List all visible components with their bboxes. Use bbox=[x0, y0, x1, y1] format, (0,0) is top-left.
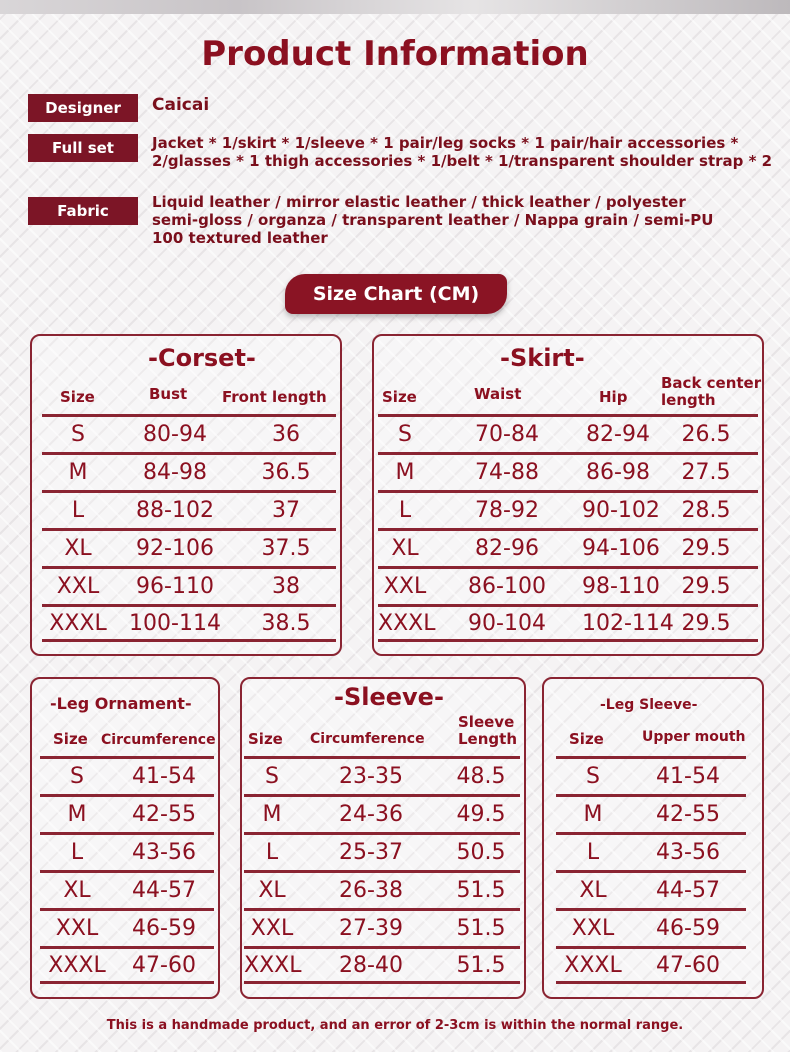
corset-header-bust: Bust bbox=[149, 385, 188, 403]
leg-sleeve-title: -Leg Sleeve- bbox=[600, 697, 698, 713]
fabric-line: 100 textured leather bbox=[152, 229, 328, 247]
fabric-line: Liquid leather / mirror elastic leather / thick leather / polyester bbox=[152, 193, 686, 211]
skirt-table bbox=[378, 414, 758, 642]
skirt-row bbox=[378, 490, 758, 528]
measurement-cell: 82-96 bbox=[475, 536, 539, 561]
measurement-cell: 46-59 bbox=[656, 916, 720, 941]
size-cell: XXL bbox=[571, 916, 615, 941]
skirt-row bbox=[378, 604, 758, 642]
corset-header-front-length: Front length bbox=[222, 388, 327, 406]
designer-value: Caicai bbox=[152, 95, 210, 115]
sleeve-header-size: Size bbox=[248, 730, 283, 748]
size-cell: S bbox=[265, 764, 279, 789]
measurement-cell: 29.5 bbox=[681, 536, 731, 561]
measurement-cell: 100-114 bbox=[129, 610, 221, 636]
measurement-cell: 70-84 bbox=[475, 422, 539, 447]
measurement-cell: 29.5 bbox=[681, 574, 731, 599]
top-photo-strip bbox=[0, 0, 790, 14]
size-cell: M bbox=[68, 460, 88, 485]
size-cell: M bbox=[262, 802, 282, 827]
measurement-cell: 27.5 bbox=[681, 460, 731, 485]
fabric-label: Fabric bbox=[28, 197, 138, 225]
sleeve-row bbox=[244, 870, 520, 908]
sleeve-row bbox=[244, 946, 520, 984]
skirt-title: -Skirt- bbox=[500, 344, 585, 372]
measurement-cell: 36 bbox=[272, 422, 300, 447]
measurement-cell: 25-37 bbox=[339, 840, 403, 865]
measurement-cell: 48.5 bbox=[456, 764, 506, 789]
skirt-header-waist: Waist bbox=[474, 385, 522, 403]
leg-sleeve-header-size: Size bbox=[569, 730, 604, 748]
measurement-cell: 90-102 bbox=[582, 498, 660, 523]
measurement-cell: 102-114 bbox=[582, 610, 674, 636]
measurement-cell: 41-54 bbox=[132, 764, 196, 789]
leg-ornament-header-size: Size bbox=[53, 730, 88, 748]
skirt-header-back-center-line1: Back center bbox=[661, 374, 762, 392]
measurement-cell: 41-54 bbox=[656, 764, 720, 789]
corset-row bbox=[42, 452, 336, 490]
leg-sleeve-row bbox=[556, 832, 746, 870]
measurement-cell: 84-98 bbox=[143, 460, 207, 485]
leg-ornament-row bbox=[40, 870, 214, 908]
sleeve-header-circumference: Circumference bbox=[310, 731, 425, 747]
size-cell: XXL bbox=[383, 574, 427, 599]
sleeve-title: -Sleeve- bbox=[334, 683, 444, 711]
measurement-cell: 27-39 bbox=[339, 916, 403, 941]
leg-ornament-row bbox=[40, 756, 214, 794]
measurement-cell: 44-57 bbox=[132, 878, 196, 903]
corset-row bbox=[42, 490, 336, 528]
measurement-cell: 24-36 bbox=[339, 802, 403, 827]
leg-sleeve-row bbox=[556, 946, 746, 984]
size-cell: S bbox=[70, 764, 84, 789]
size-cell: XL bbox=[63, 878, 91, 903]
leg-sleeve-table bbox=[556, 756, 746, 984]
size-cell: XL bbox=[391, 536, 419, 561]
size-cell: L bbox=[586, 840, 600, 865]
measurement-cell: 26.5 bbox=[681, 422, 731, 447]
measurement-cell: 43-56 bbox=[132, 840, 196, 865]
size-cell: L bbox=[398, 498, 412, 523]
measurement-cell: 43-56 bbox=[656, 840, 720, 865]
size-cell: L bbox=[71, 498, 85, 523]
size-cell: XL bbox=[64, 536, 92, 561]
size-cell: XXL bbox=[250, 916, 294, 941]
size-cell: S bbox=[71, 422, 85, 447]
corset-row bbox=[42, 566, 336, 604]
measurement-cell: 37 bbox=[272, 498, 300, 523]
size-cell: M bbox=[395, 460, 415, 485]
footer-note: This is a handmade product, and an error of 2-3cm is within the normal range. bbox=[106, 1018, 684, 1033]
size-cell: XL bbox=[579, 878, 607, 903]
leg-ornament-header-circumference: Circumference bbox=[101, 732, 216, 748]
size-cell: XL bbox=[258, 878, 286, 903]
size-cell: S bbox=[398, 422, 412, 447]
measurement-cell: 23-35 bbox=[339, 764, 403, 789]
measurement-cell: 51.5 bbox=[456, 952, 506, 978]
size-cell: L bbox=[265, 840, 279, 865]
full-set-line: 2/glasses * 1 thigh accessories * 1/belt * 1/transparent shoulder strap * 2 bbox=[152, 152, 773, 170]
leg-ornament-title: -Leg Ornament- bbox=[50, 694, 192, 713]
measurement-cell: 86-98 bbox=[586, 460, 650, 485]
measurement-cell: 46-59 bbox=[132, 916, 196, 941]
leg-ornament-row bbox=[40, 908, 214, 946]
measurement-cell: 37.5 bbox=[261, 536, 311, 561]
size-cell: XXXL bbox=[244, 952, 302, 978]
skirt-row bbox=[378, 414, 758, 452]
size-cell: S bbox=[586, 764, 600, 789]
measurement-cell: 36.5 bbox=[261, 460, 311, 485]
skirt-row bbox=[378, 528, 758, 566]
sleeve-row bbox=[244, 794, 520, 832]
measurement-cell: 82-94 bbox=[586, 422, 650, 447]
measurement-cell: 80-94 bbox=[143, 422, 207, 447]
sleeve-table bbox=[244, 756, 520, 984]
measurement-cell: 28-40 bbox=[339, 952, 403, 978]
size-cell: XXL bbox=[55, 916, 99, 941]
full-set-label: Full set bbox=[28, 134, 138, 162]
measurement-cell: 74-88 bbox=[475, 460, 539, 485]
measurement-cell: 90-104 bbox=[468, 610, 546, 636]
corset-row bbox=[42, 528, 336, 566]
skirt-header-back-center bbox=[661, 375, 761, 409]
full-set-value bbox=[152, 134, 772, 170]
sleeve-row bbox=[244, 756, 520, 794]
measurement-cell: 38.5 bbox=[261, 610, 311, 636]
measurement-cell: 88-102 bbox=[136, 498, 214, 523]
measurement-cell: 47-60 bbox=[132, 952, 196, 978]
skirt-header-back-center-line2: length bbox=[661, 391, 716, 409]
size-cell: XXXL bbox=[564, 952, 622, 978]
corset-row bbox=[42, 604, 336, 642]
measurement-cell: 28.5 bbox=[681, 498, 731, 523]
sleeve-header-length-line1: Sleeve bbox=[458, 713, 515, 731]
fabric-line: semi-gloss / organza / transparent leather / Nappa grain / semi-PU bbox=[152, 211, 714, 229]
skirt-header-hip: Hip bbox=[599, 388, 628, 406]
measurement-cell: 96-110 bbox=[136, 574, 214, 599]
corset-title: -Corset- bbox=[148, 344, 256, 372]
measurement-cell: 51.5 bbox=[456, 878, 506, 903]
size-cell: XXXL bbox=[48, 952, 106, 978]
measurement-cell: 38 bbox=[272, 574, 300, 599]
measurement-cell: 94-106 bbox=[582, 536, 660, 561]
measurement-cell: 98-110 bbox=[582, 574, 660, 599]
leg-ornament-table bbox=[40, 756, 214, 984]
skirt-row bbox=[378, 566, 758, 604]
sleeve-row bbox=[244, 908, 520, 946]
full-set-line: Jacket * 1/skirt * 1/sleeve * 1 pair/leg socks * 1 pair/hair accessories * bbox=[152, 134, 739, 152]
leg-ornament-row bbox=[40, 946, 214, 984]
size-cell: XXXL bbox=[49, 610, 107, 636]
measurement-cell: 42-55 bbox=[656, 802, 720, 827]
size-cell: XXL bbox=[56, 574, 100, 599]
page-title: Product Information bbox=[201, 34, 589, 74]
leg-sleeve-row bbox=[556, 870, 746, 908]
skirt-row bbox=[378, 452, 758, 490]
size-cell: XXXL bbox=[378, 610, 436, 636]
fabric-value bbox=[152, 193, 713, 247]
leg-sleeve-row bbox=[556, 794, 746, 832]
corset-row bbox=[42, 414, 336, 452]
sleeve-row bbox=[244, 832, 520, 870]
measurement-cell: 50.5 bbox=[456, 840, 506, 865]
leg-ornament-row bbox=[40, 794, 214, 832]
leg-sleeve-row bbox=[556, 756, 746, 794]
corset-table bbox=[42, 414, 336, 642]
measurement-cell: 47-60 bbox=[656, 952, 720, 978]
measurement-cell: 44-57 bbox=[656, 878, 720, 903]
size-cell: M bbox=[67, 802, 87, 827]
leg-sleeve-row bbox=[556, 908, 746, 946]
measurement-cell: 78-92 bbox=[475, 498, 539, 523]
measurement-cell: 92-106 bbox=[136, 536, 214, 561]
measurement-cell: 86-100 bbox=[468, 574, 546, 599]
corset-header-size: Size bbox=[60, 388, 95, 406]
size-cell: M bbox=[583, 802, 603, 827]
measurement-cell: 29.5 bbox=[681, 610, 731, 636]
measurement-cell: 42-55 bbox=[132, 802, 196, 827]
leg-sleeve-header-upper-mouth: Upper mouth bbox=[642, 729, 746, 745]
leg-ornament-row bbox=[40, 832, 214, 870]
size-chart-badge: Size Chart (CM) bbox=[285, 274, 507, 314]
measurement-cell: 49.5 bbox=[456, 802, 506, 827]
measurement-cell: 51.5 bbox=[456, 916, 506, 941]
sleeve-header-length bbox=[458, 714, 517, 748]
size-cell: L bbox=[70, 840, 84, 865]
sleeve-header-length-line2: Length bbox=[458, 730, 517, 748]
designer-label: Designer bbox=[28, 94, 138, 122]
skirt-header-size: Size bbox=[382, 388, 417, 406]
measurement-cell: 26-38 bbox=[339, 878, 403, 903]
